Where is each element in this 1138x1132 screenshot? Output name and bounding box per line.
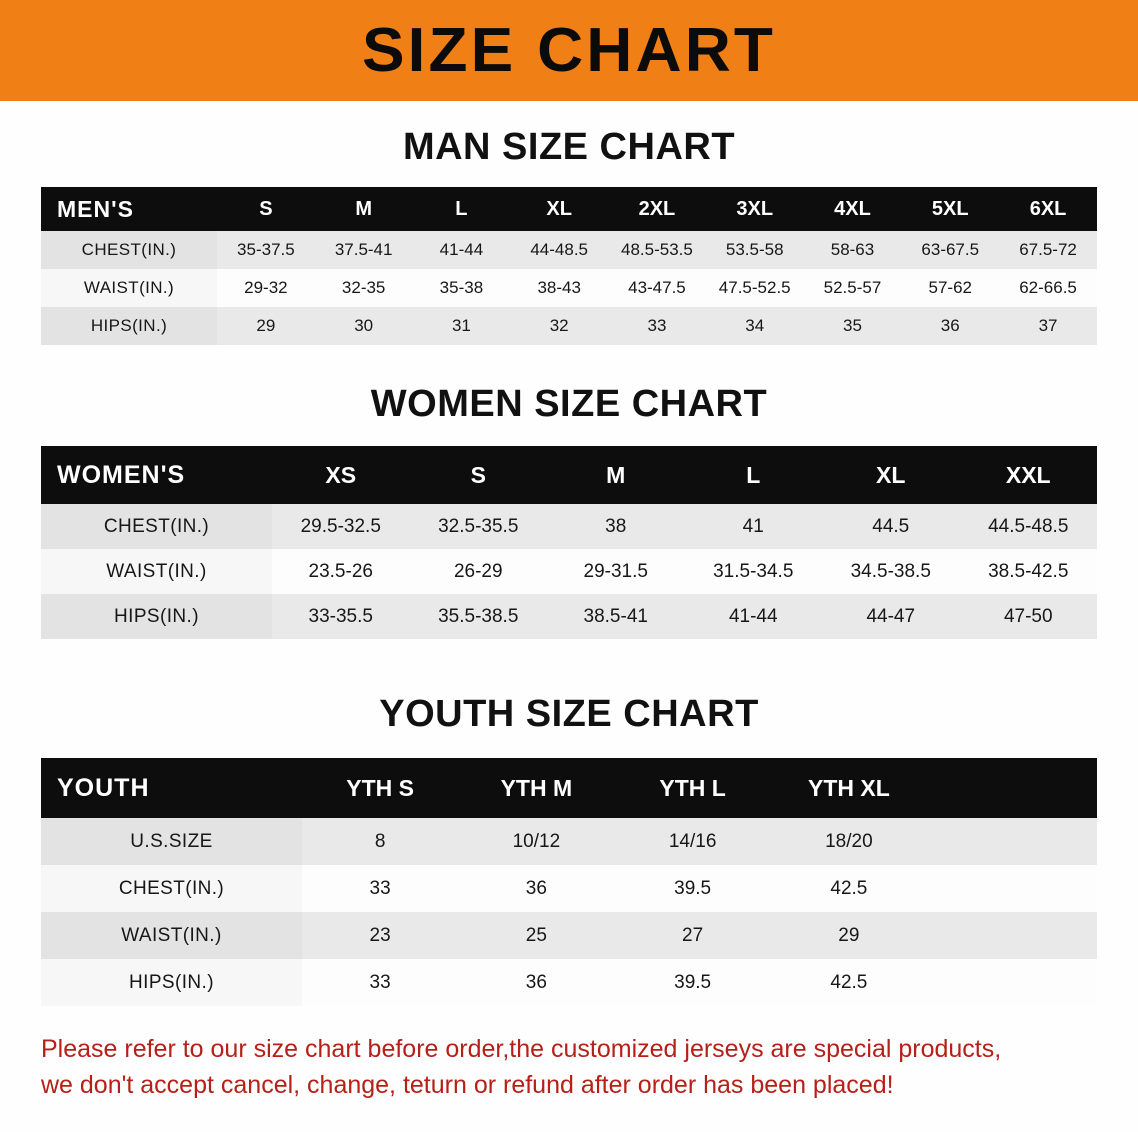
man-header-3xl: 3XL bbox=[706, 187, 804, 231]
youth-chest-yth-xl: 42.5 bbox=[830, 877, 868, 899]
table-header-row bbox=[41, 187, 1097, 231]
women-waist-xs: 23.5-26 bbox=[308, 560, 373, 582]
youth-header-spacer bbox=[927, 758, 1097, 818]
man-hips-4xl: 35 bbox=[843, 316, 862, 335]
man-header-5xl: 5XL bbox=[901, 187, 999, 231]
women-header-xxl: XXL bbox=[960, 446, 1098, 504]
order-policy-note-line-1: Please refer to our size chart before order,the customized jerseys are special products, bbox=[41, 1035, 1002, 1063]
man-hips-m: 30 bbox=[354, 316, 374, 335]
man-hips-6xl: 37 bbox=[1038, 316, 1058, 335]
man-waist-4xl: 52.5-57 bbox=[823, 278, 882, 297]
man-chest-m: 37.5-41 bbox=[334, 240, 393, 259]
women-chest-s: 32.5-35.5 bbox=[438, 515, 519, 537]
women-waist-s: 26-29 bbox=[453, 560, 503, 582]
women-header-xs: XS bbox=[272, 446, 410, 504]
man-chest-s: 35-37.5 bbox=[237, 240, 295, 259]
women-chest-xxl: 44.5-48.5 bbox=[988, 515, 1069, 537]
man-table-body bbox=[41, 231, 1097, 345]
table-row bbox=[41, 959, 1097, 1006]
women-row-waist-label: WAIST(IN.) bbox=[41, 549, 272, 594]
youth-header-yth-s: YTH S bbox=[302, 758, 458, 818]
youth-header-yth-l: YTH L bbox=[615, 758, 771, 818]
banner-title: SIZE CHART bbox=[361, 15, 777, 85]
women-header-s: S bbox=[410, 446, 548, 504]
table-row bbox=[41, 818, 1097, 865]
order-policy-note-line-2: we don't accept cancel, change, teturn or refund after order has been placed! bbox=[41, 1070, 894, 1099]
youth-row-waist-label: WAIST(IN.) bbox=[41, 912, 302, 959]
youth-waist-yth-m: 25 bbox=[525, 924, 547, 946]
man-hips-xl: 32 bbox=[549, 316, 569, 335]
women-row-chest-label: CHEST(IN.) bbox=[41, 504, 272, 549]
youth-hips-yth-m: 36 bbox=[525, 971, 547, 993]
man-hips-3xl: 34 bbox=[745, 316, 765, 335]
youth-header-label: YOUTH bbox=[41, 758, 302, 818]
women-size-table bbox=[41, 446, 1097, 639]
man-section-title: MAN SIZE CHART bbox=[402, 126, 736, 168]
man-hips-5xl: 36 bbox=[940, 316, 960, 335]
women-hips-xxl: 47-50 bbox=[1003, 605, 1053, 627]
youth-row-spacer bbox=[927, 818, 1097, 865]
women-header-m: M bbox=[547, 446, 685, 504]
youth-ussize-yth-xl: 18/20 bbox=[825, 830, 873, 852]
youth-waist-yth-l: 27 bbox=[682, 924, 704, 946]
man-hips-l: 31 bbox=[451, 316, 471, 335]
women-section-title: WOMEN SIZE CHART bbox=[370, 383, 768, 425]
man-header-m: M bbox=[315, 187, 413, 231]
women-table-head bbox=[41, 446, 1097, 504]
man-waist-2xl: 43-47.5 bbox=[628, 278, 686, 297]
youth-row-spacer bbox=[927, 865, 1097, 912]
women-chest-m: 38 bbox=[605, 515, 627, 537]
youth-ussize-yth-s: 8 bbox=[374, 830, 386, 852]
man-waist-3xl: 47.5-52.5 bbox=[718, 278, 791, 297]
table-header-row bbox=[41, 446, 1097, 504]
youth-waist-yth-xl: 29 bbox=[838, 924, 860, 946]
man-waist-xl: 38-43 bbox=[537, 278, 581, 297]
man-chest-l: 41-44 bbox=[439, 240, 484, 259]
banner bbox=[0, 0, 1138, 101]
man-waist-m: 32-35 bbox=[341, 278, 386, 297]
youth-chest-yth-l: 39.5 bbox=[674, 877, 712, 899]
man-header-s: S bbox=[217, 187, 315, 231]
women-waist-xl: 34.5-38.5 bbox=[850, 560, 931, 582]
order-policy-note bbox=[41, 1032, 1097, 1103]
youth-ussize-yth-l: 14/16 bbox=[668, 830, 717, 852]
women-header-l: L bbox=[685, 446, 823, 504]
youth-chest-yth-s: 33 bbox=[369, 877, 391, 899]
man-header-label: MEN'S bbox=[41, 187, 217, 231]
table-row bbox=[41, 594, 1097, 639]
youth-header-yth-xl: YTH XL bbox=[771, 758, 927, 818]
youth-waist-yth-s: 23 bbox=[369, 924, 391, 946]
women-table-wrapper bbox=[41, 446, 1097, 639]
man-hips-s: 29 bbox=[256, 316, 276, 335]
table-row bbox=[41, 504, 1097, 549]
man-chest-2xl: 48.5-53.5 bbox=[621, 240, 693, 259]
women-chest-xs: 29.5-32.5 bbox=[300, 515, 381, 537]
man-header-4xl: 4XL bbox=[804, 187, 902, 231]
man-chest-3xl: 53.5-58 bbox=[725, 240, 784, 259]
women-chest-l: 41 bbox=[742, 515, 764, 537]
man-table-wrapper bbox=[41, 187, 1097, 345]
youth-row-hips-label: HIPS(IN.) bbox=[41, 959, 302, 1006]
women-waist-xxl: 38.5-42.5 bbox=[988, 560, 1069, 582]
youth-hips-yth-s: 33 bbox=[369, 971, 391, 993]
youth-header-yth-m: YTH M bbox=[458, 758, 614, 818]
youth-table-body bbox=[41, 818, 1097, 1006]
youth-table-wrapper bbox=[41, 758, 1097, 1006]
youth-table-head bbox=[41, 758, 1097, 818]
table-header-row bbox=[41, 758, 1097, 818]
man-chest-5xl: 63-67.5 bbox=[921, 240, 980, 259]
women-row-hips-label: HIPS(IN.) bbox=[41, 594, 272, 639]
man-chest-xl: 44-48.5 bbox=[530, 240, 589, 259]
man-waist-l: 35-38 bbox=[439, 278, 484, 297]
man-row-hips-label: HIPS(IN.) bbox=[41, 307, 217, 345]
table-row bbox=[41, 549, 1097, 594]
women-hips-l: 41-44 bbox=[728, 605, 778, 627]
table-row bbox=[41, 231, 1097, 269]
women-table-body bbox=[41, 504, 1097, 639]
youth-chest-yth-m: 36 bbox=[525, 877, 547, 899]
youth-row-ussize-label: U.S.SIZE bbox=[41, 818, 302, 865]
women-chest-xl: 44.5 bbox=[872, 515, 910, 537]
women-waist-m: 29-31.5 bbox=[583, 560, 648, 582]
youth-section-title: YOUTH SIZE CHART bbox=[379, 693, 759, 735]
women-hips-s: 35.5-38.5 bbox=[438, 605, 519, 627]
women-header-xl: XL bbox=[822, 446, 960, 504]
youth-hips-yth-xl: 42.5 bbox=[830, 971, 868, 993]
table-row bbox=[41, 269, 1097, 307]
man-row-waist-label: WAIST(IN.) bbox=[41, 269, 217, 307]
man-size-table bbox=[41, 187, 1097, 345]
man-header-2xl: 2XL bbox=[608, 187, 706, 231]
man-header-6xl: 6XL bbox=[999, 187, 1097, 231]
man-hips-2xl: 33 bbox=[647, 316, 667, 335]
youth-ussize-yth-m: 10/12 bbox=[512, 830, 561, 852]
man-waist-6xl: 62-66.5 bbox=[1019, 278, 1077, 297]
women-hips-xs: 33-35.5 bbox=[308, 605, 373, 627]
man-row-chest-label: CHEST(IN.) bbox=[41, 231, 217, 269]
women-hips-m: 38.5-41 bbox=[583, 605, 648, 627]
man-waist-5xl: 57-62 bbox=[928, 278, 972, 297]
table-row bbox=[41, 865, 1097, 912]
youth-row-spacer bbox=[927, 959, 1097, 1006]
man-header-l: L bbox=[413, 187, 511, 231]
youth-row-spacer bbox=[927, 912, 1097, 959]
women-header-label: WOMEN'S bbox=[41, 446, 272, 504]
women-waist-l: 31.5-34.5 bbox=[713, 560, 794, 582]
man-waist-s: 29-32 bbox=[244, 278, 288, 297]
table-row bbox=[41, 307, 1097, 345]
man-chest-6xl: 67.5-72 bbox=[1019, 240, 1077, 259]
man-header-xl: XL bbox=[510, 187, 608, 231]
youth-size-table bbox=[41, 758, 1097, 1006]
table-row bbox=[41, 912, 1097, 959]
youth-hips-yth-l: 39.5 bbox=[674, 971, 712, 993]
man-chest-4xl: 58-63 bbox=[830, 240, 875, 259]
man-table-head bbox=[41, 187, 1097, 231]
youth-row-chest-label: CHEST(IN.) bbox=[41, 865, 302, 912]
women-hips-xl: 44-47 bbox=[866, 605, 916, 627]
